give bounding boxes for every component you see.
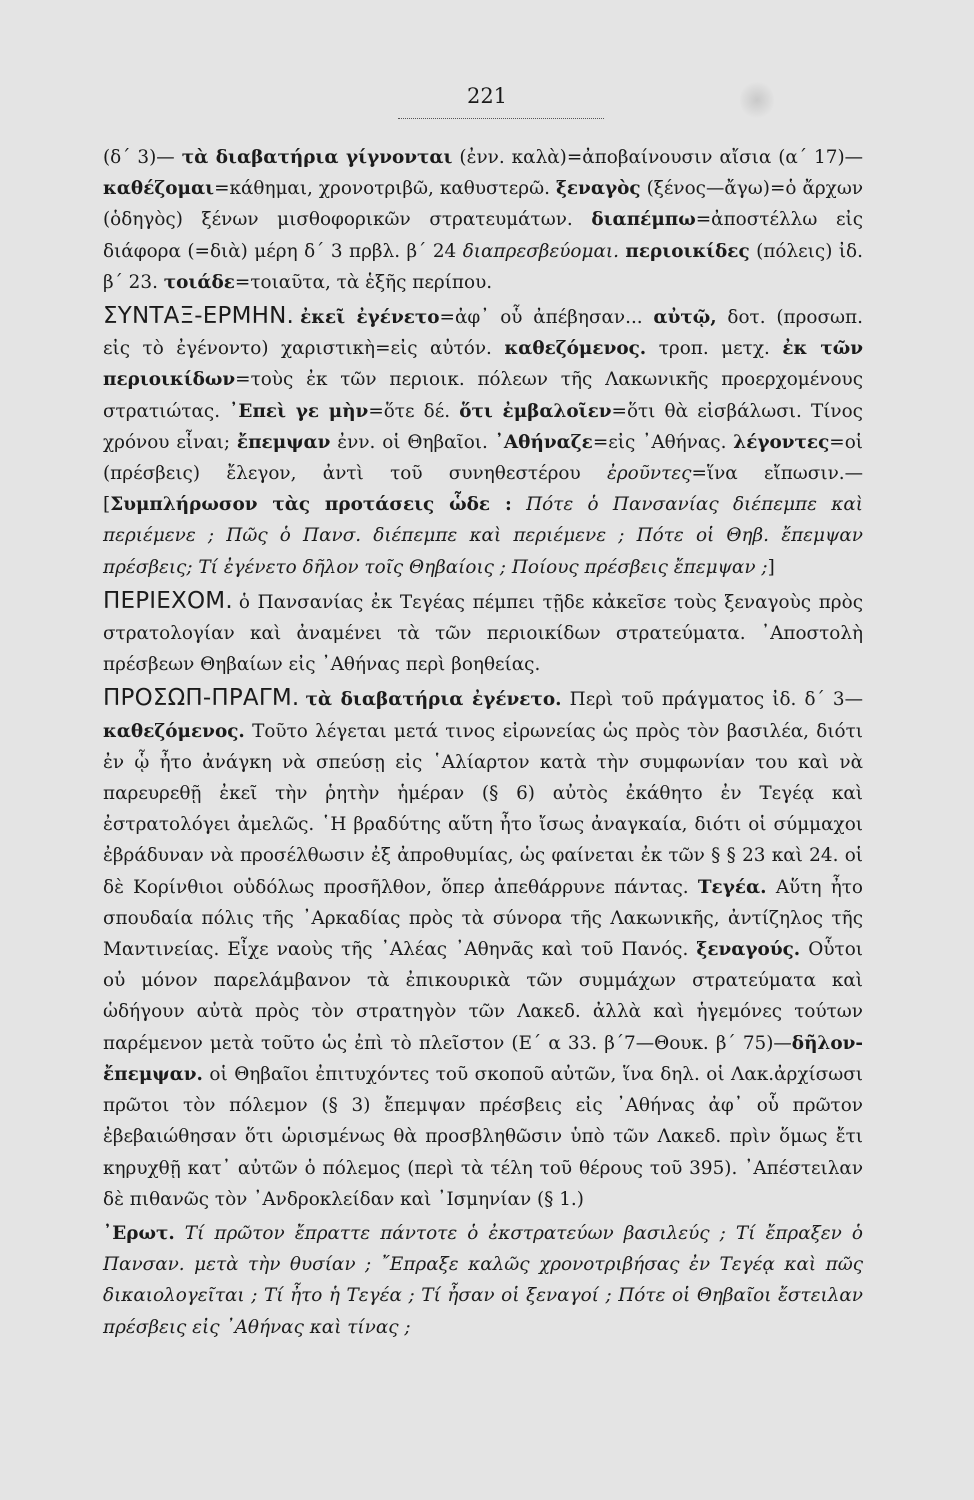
bold-term: δῆλον-ἔπεμψαν. [103,1032,863,1085]
contents-section [103,586,863,681]
text-run: Τοῦτο λέγεται μετά τινος εἰρωνείας ὡς πρὸς τὸν βασιλέα, διότι ἐν ᾧ ἦτο ἀνάγκη νὰ σπεύσῃ εἰς ῾Αλίαρτον κατὰ τὴν συμφωνίαν του καὶ νὰ παρευρεθῇ ἐκεῖ τὴν ῥητὴν ἡμέραν (§ 6) αὐτὸς ἐκάθητο ἐν Τεγέᾳ καὶ ἐστρατολόγει ἀμελῶς. ῾Η βραδύτης αὕτη ἦτο ἴσως ἀναγκαία, διότι οἱ σύμμαχοι ἐβράδυναν νὰ προσέλθωσιν ἐξ ἀπροθυμίας, ὡς φαίνεται ἐκ τῶν § § 23 καὶ 24. οἱ δὲ Κορίνθιοι οὐδόλως προσῆλθον, ὅπερ ἀπεθάρρυνε πάντας. [103,720,863,898]
text-run: =τοιαῦτα, τὰ ἑξῆς περίπου. [234,271,493,293]
text-run: =ὅτε δέ. [368,400,460,422]
text-run: οἱ Θηβαῖοι ἐπιτυχόντες τοῦ σκοποῦ αὐτῶν, ἵνα δηλ. οἱ Λακ.ἀρχίσωσι πρῶτοι τὸν πόλεμον (§ 3) ἔπεμψαν πρέσβεις εἰς ᾿Αθήνας ἀφ᾿ οὗ πρῶτον ἐβεβαιώθησαν ὅτι ὡρισμένως θὰ προσβληθῶσιν ὑπὸ τῶν Λακεδ. πρὶν ὅμως ἔτι κηρυχθῇ κατ᾿ αὐτῶν ὁ πόλεμος (περὶ τὰ τέλη τοῦ θέρους τοῦ 395). ᾿Απέστειλαν δὲ πιθανῶς τὸν ᾿Ανδροκλείδαν καὶ ᾿Ισμηνίαν (§ 1.) [103,1063,863,1210]
bold-term: ἐκ τῶν περιοικίδων [103,338,864,391]
text-run: =τοὺς ἐκ τῶν περιοικ. πόλεων τῆς Λακωνικῆς προερχομένους στρατιώτας. [103,369,863,422]
persons-facts-section [103,683,863,1214]
bold-term: τὰ διαβατήρια γίγνονται [181,147,453,168]
italic-text: Τί πρῶτον ἔπραττε πάντοτε ὁ ἐκστρατεύων βασιλεύς ; Τί ἔπραξεν ὁ Πανσαν. μετὰ τὴν θυσίαν ; ῎Επραξε καλῶς χρονοτριβήσας ἐν Τεγέᾳ καὶ πῶς δικαιολογεῖται ; Τί ἦτο ἡ Τεγέα ; Τί ἦσαν οἱ ξεναγοί ; Πότε οἱ Θηβαῖοι ἔστειλαν πρέσβεις εἰς ᾿Αθήνας καὶ τίνας ; [103,1222,863,1338]
section-heading: ΣΥΝΤΑΞ-ΕΡΜΗΝ. [103,303,295,330]
commentary-text [103,142,863,1343]
text-run: (ἐνν. καλὰ)=ἀποβαίνουσιν αἴσια (α΄ 17)— [452,147,864,168]
text-run: δοτ. (προσωπ. εἰς τὸ ἐγένοντο) χαριστικὴ=εἰς αὐτόν. [103,307,863,360]
bold-term: τὰ διαβατήρια ἐγένετο. [305,689,562,711]
italic-text: ἐροῦντες [606,463,692,485]
bold-term: Τεγέα. [697,876,767,898]
text-run: =ἀποστέλλω εἰς διάφορα (=διὰ) μέρη δ΄ 3 πρβλ. β΄ 24 [103,209,863,262]
text-run: τροπ. μετχ. [646,338,783,360]
text-run: =ἵνα εἴπωσιν.— [ [103,463,863,516]
text-run: =εἰς ᾿Αθήνας. [592,431,734,453]
text-run: ὁ Πανσανίας ἐκ Τεγέας πέμπει τῇδε κἀκεῖσε τοὺς ξεναγοὺς πρὸς στρατολογίαν καὶ ἀναμένει τὰ τῶν περιοικίδων στρατεύματα. ᾿Αποστολὴ πρέσβεων Θηβαίων εἰς ᾿Αθήνας περὶ βοηθείας. [103,591,863,676]
bold-term: περιοικίδες [625,240,750,262]
italic-text: διαπρεσβεύομαι. [462,240,619,262]
text-run: =κάθημαι, χρονοτριβῶ, καθυστερῶ. [214,178,556,200]
bold-term: ὅτι ἐμβαλοῖεν [459,400,612,422]
italic-text: Πότε ὁ Πανσανίας διέπεμπε καὶ περιέμενε ; Πῶς ὁ Πανσ. διέπεμπε καὶ περιέμενε ; Πότε οἱ Θηβ. ἔπεμψαν πρέσβεις; Τί ἐγένετο δῆλον τοῖς Θηβαίοις ; Ποίους πρέσβεις ἔπεμψαν ; [103,494,863,578]
text-run: Αὕτη ἦτο σπουδαία πόλις τῆς ᾿Αρκαδίας πρὸς τὰ σύνορα τῆς Λακωνικῆς, ἀντίζηλος τῆς Μαντινείας. Εἶχε ναοὺς τῆς ᾿Αλέας ᾿Αθηνᾶς καὶ τοῦ Πανός. [103,876,863,961]
text-run: =οἱ (πρέσβεις) ἔλεγον, ἀντὶ τοῦ συνηθεστέρου [103,431,863,485]
bold-term: λέγοντες [733,431,830,453]
text-run: =ὅτι θὰ εἰσβάλωσι. Τίνος χρόνου εἶναι; [103,400,863,453]
text-run: (δ΄ 3)— [103,147,182,168]
bold-term: αὐτῷ, [653,307,717,329]
text-run: ] [767,556,775,578]
questions-section [103,1218,863,1343]
bold-term: καθέζομαι [103,178,215,200]
text-run: (ξένος—ἄγω)=ὁ ἄρχων (ὁδηγὸς) ξένων μισθοφορικῶν στρατευμάτων. [103,178,863,231]
text-run: Οὗτοι οὐ μόνον παρελάμβανον τὰ ἐπικουρικὰ τῶν συμμάχων στρατεύματα καὶ ὡδήγουν αὐτὰ πρὸς τὸν στρατηγὸν τῶν Λακεδ. ἀλλὰ καὶ ἡγεμόνες τούτων παρέμενον μετὰ τοῦτο ὡς ἐπὶ τὸ πλεῖστον (Ε΄ α 33. β΄7—Θουκ. β΄ 75)— [103,939,864,1054]
section-heading: ΠΕΡΙΕΧΟΜ. [103,587,233,614]
text-run: Περὶ τοῦ πράγματος ἰδ. δ΄ 3— [561,689,863,711]
bold-term: διαπέμπω [591,209,696,231]
text-run: =ἀφ᾿ οὗ ἀπέβησαν... [439,307,654,329]
syntax-section [103,301,863,583]
vocabulary-notes [103,142,863,298]
text-run: (πόλεις) ἰδ. β΄ 23. [103,240,863,293]
bold-term: ᾿Ερωτ. [103,1222,175,1244]
page-rule-divider [398,118,604,119]
bold-term: καθεζόμενος. [103,720,245,742]
bold-term: τοιάδε [163,271,235,293]
bold-term: ξεναγούς. [696,939,801,961]
bold-term: ᾿Αθήναζε [494,431,593,453]
bold-term: ἐκεῖ ἐγένετο [300,307,440,329]
section-heading: ΠΡΟΣΩΠ-ΠΡΑΓΜ. [103,685,300,712]
bold-term: ᾿Επεὶ γε μὴν [229,400,369,422]
bold-term: Συμπλήρωσον τὰς προτάσεις ὧδε : [110,494,512,516]
bold-term: ἔπεμψαν [236,431,331,453]
bold-term: καθεζόμενος. [504,338,647,360]
text-run: ἐνν. οἱ Θηβαῖοι. [330,431,495,453]
bold-term: ξεναγὸς [555,178,641,200]
page-number: 221 [466,84,508,108]
